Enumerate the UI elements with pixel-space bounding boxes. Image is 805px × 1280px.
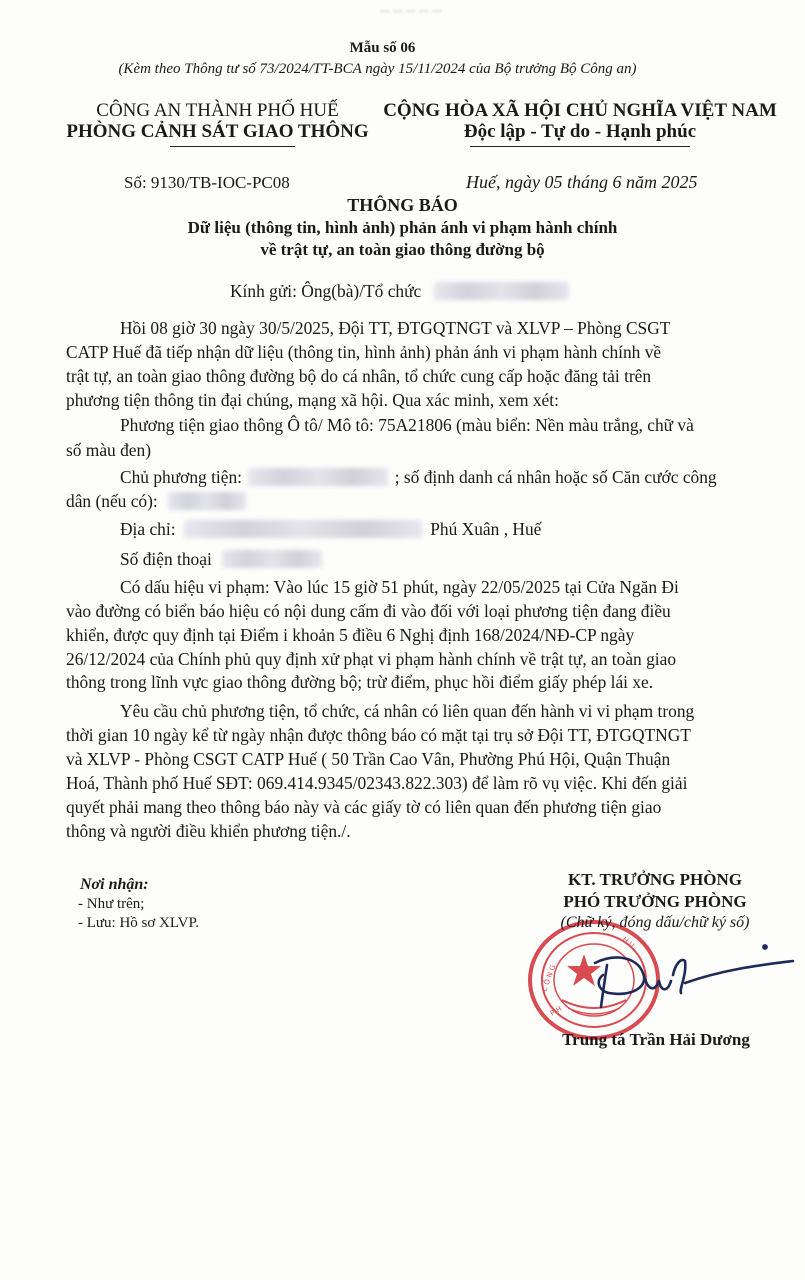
- para1-line: trật tự, an toàn giao thông đường bộ do cá nhân, tổ chức cung cấp hoặc đăng tải trên: [66, 366, 652, 386]
- request-line: thời gian 10 ngày kể từ ngày nhận được thông báo có mặt tại trụ sở Đội TT, ĐTGQTNGT: [66, 725, 691, 745]
- violation-line: khiển, được quy định tại Điểm i khoản 5 điều 6 Nghị định 168/2024/NĐ-CP ngày: [66, 625, 635, 645]
- agency-underline: [170, 146, 295, 147]
- request-line: thông và người điều khiển phương tiện./.: [66, 821, 351, 841]
- vehicle-line: số màu đen): [66, 440, 152, 460]
- phone-line: [120, 549, 322, 570]
- handwritten-signature: [585, 935, 805, 1015]
- owner-label: Chủ phương tiện:: [120, 467, 242, 487]
- national-motto: Độc lập - Tự do - Hạnh phúc: [463, 121, 697, 142]
- recipients-heading: Nơi nhận:: [80, 876, 149, 893]
- motto-underline: [470, 146, 690, 147]
- request-line: Hoá, Thành phố Huế SĐT: 069.414.9345/02343.822.303) để làm rõ vụ việc. Khi đến giải: [66, 773, 688, 793]
- phone-label: Số điện thoại: [120, 549, 212, 569]
- svg-text:C Ô N G: C Ô N G: [540, 963, 558, 993]
- violation-line: thông trong lĩnh vực giao thông đường bộ; trừ điểm, phục hồi điểm giấy phép lái xe.: [66, 672, 654, 692]
- addressee-label: Kính gửi: Ông(bà)/Tổ chức: [230, 281, 422, 301]
- address-suffix: Phú Xuân , Huế: [430, 519, 542, 539]
- document-title: THÔNG BÁO: [347, 195, 458, 215]
- owner-id-label: ; số định danh cá nhân hoặc số Căn cước công: [394, 467, 717, 487]
- violation-line: Có dấu hiệu vi phạm: Vào lúc 15 giờ 51 phút, ngày 22/05/2025 tại Cửa Ngăn Đi: [120, 577, 679, 597]
- addressee-line: [230, 281, 569, 302]
- form-note: (Kèm theo Thông tư số 73/2024/TT-BCA ngày 15/11/2024 của Bộ trưởng Bộ Công an): [118, 61, 637, 77]
- vehicle-line: Phương tiện giao thông Ô tô/ Mô tô: 75A21806 (màu biển: Nền màu trắng, chữ và: [120, 415, 694, 435]
- recipient-item: - Lưu: Hồ sơ XLVP.: [78, 915, 199, 931]
- signature-subtitle: PHÓ TRƯỞNG PHÒNG: [563, 892, 747, 911]
- recipient-item: - Như trên;: [78, 896, 145, 912]
- form-number: Mẫu số 06: [349, 40, 416, 56]
- redacted-phone: [222, 550, 322, 568]
- para1-line: Hồi 08 giờ 30 ngày 30/5/2025, Đội TT, ĐTGQTNGT và XLVP – Phòng CSGT: [120, 318, 671, 338]
- request-line: và XLVP - Phòng CSGT CATP Huế ( 50 Trần Cao Vân, Phường Phú Hội, Quận Thuận: [66, 749, 671, 769]
- redacted-owner-name: [248, 468, 388, 486]
- owner-line: [120, 467, 717, 488]
- place-date: Huế, ngày 05 tháng 6 năm 2025: [466, 172, 698, 192]
- redacted-address: [184, 520, 422, 538]
- violation-line: vào đường có biển báo hiệu có nội dung cấm đi vào đối với loại phương tiện đang điều: [66, 601, 671, 621]
- address-line: [120, 519, 541, 540]
- redacted-citizen-id: [168, 492, 246, 510]
- para1-line: CATP Huế đã tiếp nhận dữ liệu (thông tin, hình ảnh) phản ánh vi phạm hành chính về: [66, 342, 662, 362]
- signature-title: KT. TRƯỞNG PHÒNG: [568, 870, 742, 889]
- request-line: quyết phải mang theo thông báo này và các giấy tờ có liên quan đến phương tiện giao: [66, 797, 662, 817]
- signer-name: Trung tá Trần Hải Dương: [562, 1030, 750, 1049]
- document-number: Số: 9130/TB-IOC-PC08: [124, 173, 290, 192]
- document-subtitle-line-1: Dữ liệu (thông tin, hình ảnh) phản ánh vi phạm hành chính: [187, 218, 618, 237]
- request-line: Yêu cầu chủ phương tiện, tổ chức, cá nhân có liên quan đến hành vi vi phạm trong: [120, 701, 695, 721]
- national-title: CỘNG HÒA XÃ HỘI CHỦ NGHĨA VIỆT NAM: [383, 100, 777, 121]
- signature-note: (Chữ ký, đóng dấu/chữ ký số): [560, 914, 750, 931]
- top-faded-text: ... ... ... ... ...: [380, 0, 442, 14]
- address-label: Địa chỉ:: [120, 519, 176, 539]
- svg-text:H U: H U: [620, 935, 636, 950]
- agency-parent: CÔNG AN THÀNH PHỐ HUẾ: [96, 100, 339, 121]
- svg-text:P H: P H: [549, 1004, 564, 1018]
- agency-name: PHÒNG CẢNH SÁT GIAO THÔNG: [66, 121, 369, 142]
- para1-line: phương tiện thông tin đại chúng, mạng xã hội. Qua xác minh, xem xét:: [66, 390, 559, 410]
- document-subtitle-line-2: về trật tự, an toàn giao thông đường bộ: [260, 240, 545, 259]
- citizen-id-label: dân (nếu có):: [66, 491, 158, 511]
- violation-line: 26/12/2024 của Chính phủ quy định xử phạt vi phạm hành chính về trật tự, an toàn giao: [66, 649, 677, 669]
- redacted-addressee: [434, 282, 569, 300]
- citizen-id-line: [66, 491, 246, 512]
